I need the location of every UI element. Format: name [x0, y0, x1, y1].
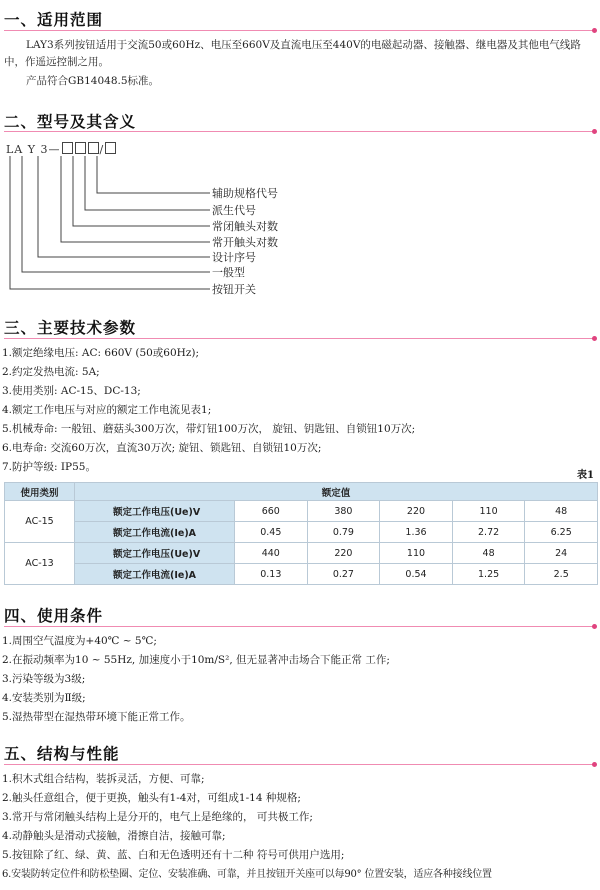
tree-label-derived: 派生代号: [212, 204, 256, 217]
list-item: 3.污染等级为3级;: [2, 673, 86, 685]
rule-dot: [592, 624, 597, 629]
ratings-table: [4, 482, 598, 585]
list-item: 1.额定绝缘电压: AC: 660V (50或60Hz);: [2, 347, 199, 359]
section-heading-conditions: 四、使用条件: [4, 607, 104, 625]
list-item: 2.触头任意组合，便于更换，触头有1-4对，可组成1-14 种规格;: [2, 792, 301, 804]
category-cell: AC-13: [5, 543, 75, 585]
value-cell: 6.25: [525, 522, 598, 543]
list-item: 1.积木式组合结构，装拆灵活，方便、可靠;: [2, 773, 205, 785]
list-item: 2.约定发热电流: 5A;: [2, 366, 100, 378]
heading-rule: [4, 626, 596, 627]
list-item: 5.按钮除了红、绿、黄、蓝、白和无色透明还有十二种 符号可供用户选用;: [2, 849, 345, 861]
header-category: 使用类别: [5, 483, 75, 501]
tree-label-nc-contacts: 常闭触头对数: [212, 220, 278, 233]
model-tree-lines: [0, 0, 600, 300]
section-heading-structure: 五、结构与性能: [4, 745, 120, 763]
param-cell: 额定工作电压(Ue)V: [75, 501, 235, 522]
table-row: [5, 564, 598, 585]
value-cell: 440: [235, 543, 308, 564]
value-cell: 0.13: [235, 564, 308, 585]
value-cell: 48: [525, 501, 598, 522]
section-heading-model: 二、型号及其含义: [4, 113, 137, 131]
value-cell: 110: [380, 543, 453, 564]
list-item: 3.使用类别: AC-15、DC-13;: [2, 385, 141, 397]
table-row: [5, 501, 598, 522]
model-code-prefix: LA Y 3—: [6, 143, 61, 156]
tech-params-list: [2, 344, 592, 477]
list-item: 3.常开与常闭触头结构上是分开的，电气上是绝缘的， 可共极工作;: [2, 811, 313, 823]
value-cell: 24: [525, 543, 598, 564]
value-cell: 220: [307, 543, 380, 564]
list-item: 7.防护等级: IP55。: [2, 461, 96, 473]
value-cell: 380: [307, 501, 380, 522]
value-cell: 0.45: [235, 522, 308, 543]
value-cell: 0.54: [380, 564, 453, 585]
list-item: 4.额定工作电压与对应的额定工作电流见表1;: [2, 404, 212, 416]
tree-label-no-contacts: 常开触头对数: [212, 236, 278, 249]
value-cell: 660: [235, 501, 308, 522]
table-row: [5, 543, 598, 564]
tree-label-design-no: 设计序号: [212, 251, 256, 264]
value-cell: 2.72: [452, 522, 525, 543]
value-cell: 1.25: [452, 564, 525, 585]
table-header-row: [5, 483, 598, 501]
list-item: 6.安装防转定位件和防松垫圈、定位、安装准确、可靠，并且按钮开关座可以每90° 位置安装，适应各种接线位置: [2, 869, 492, 880]
list-item: 4.安装类别为Ⅱ级;: [2, 692, 86, 704]
scope-paragraph: LAY3系列按钮适用于交流50或60Hz、电压至660V及直流电压至440V的电磁起动器、接触器、继电器及其他电气线路中，作遥远控制之用。: [4, 39, 581, 68]
section-heading-scope: 一、适用范围: [4, 11, 104, 29]
tree-label-button-switch: 按钮开关: [212, 283, 256, 296]
param-cell: 额定工作电压(Ue)V: [75, 543, 235, 564]
param-cell: 额定工作电流(Ie)A: [75, 522, 235, 543]
list-item: 5.湿热带型在湿热带环境下能正常工作。: [2, 711, 191, 723]
value-cell: 48: [452, 543, 525, 564]
list-item: 5.机械寿命: 一般钮、蘑菇头300万次，带灯钮100万次， 旋钮、钥匙钮、自锁钮10万次;: [2, 423, 416, 435]
heading-rule: [4, 764, 596, 765]
param-cell: 额定工作电流(Ie)A: [75, 564, 235, 585]
standard-paragraph: 产品符合GB14048.5标准。: [26, 75, 160, 87]
rule-dot: [592, 336, 597, 341]
value-cell: 220: [380, 501, 453, 522]
value-cell: 1.36: [380, 522, 453, 543]
list-item: 1.周围空气温度为+40℃ ~ 5℃;: [2, 635, 157, 647]
structure-list: [2, 770, 592, 884]
list-item: 2.在振动频率为10 ~ 55Hz, 加速度小于10m/S², 但无显著冲击场合下能正常 工作;: [2, 654, 390, 666]
section-heading-tech-params: 三、主要技术参数: [4, 319, 137, 337]
list-item: 4.动静触头是滑动式接触，滑擦自洁，接触可靠;: [2, 830, 226, 842]
conditions-list: [2, 632, 592, 727]
tree-label-aux-spec: 辅助规格代号: [212, 187, 278, 200]
header-rated-value: 额定值: [75, 483, 598, 501]
value-cell: 2.5: [525, 564, 598, 585]
value-cell: 0.27: [307, 564, 380, 585]
model-code-slash: /: [99, 143, 105, 156]
rule-dot: [592, 762, 597, 767]
list-item: 6.电寿命: 交流60万次，直流30万次; 旋钮、锁匙钮、自锁钮10万次;: [2, 442, 322, 454]
tree-label-general-type: 一般型: [212, 266, 245, 279]
value-cell: 110: [452, 501, 525, 522]
category-cell: AC-15: [5, 501, 75, 543]
table-label: 表1: [577, 470, 594, 481]
value-cell: 0.79: [307, 522, 380, 543]
heading-rule: [4, 338, 596, 339]
table-row: [5, 522, 598, 543]
